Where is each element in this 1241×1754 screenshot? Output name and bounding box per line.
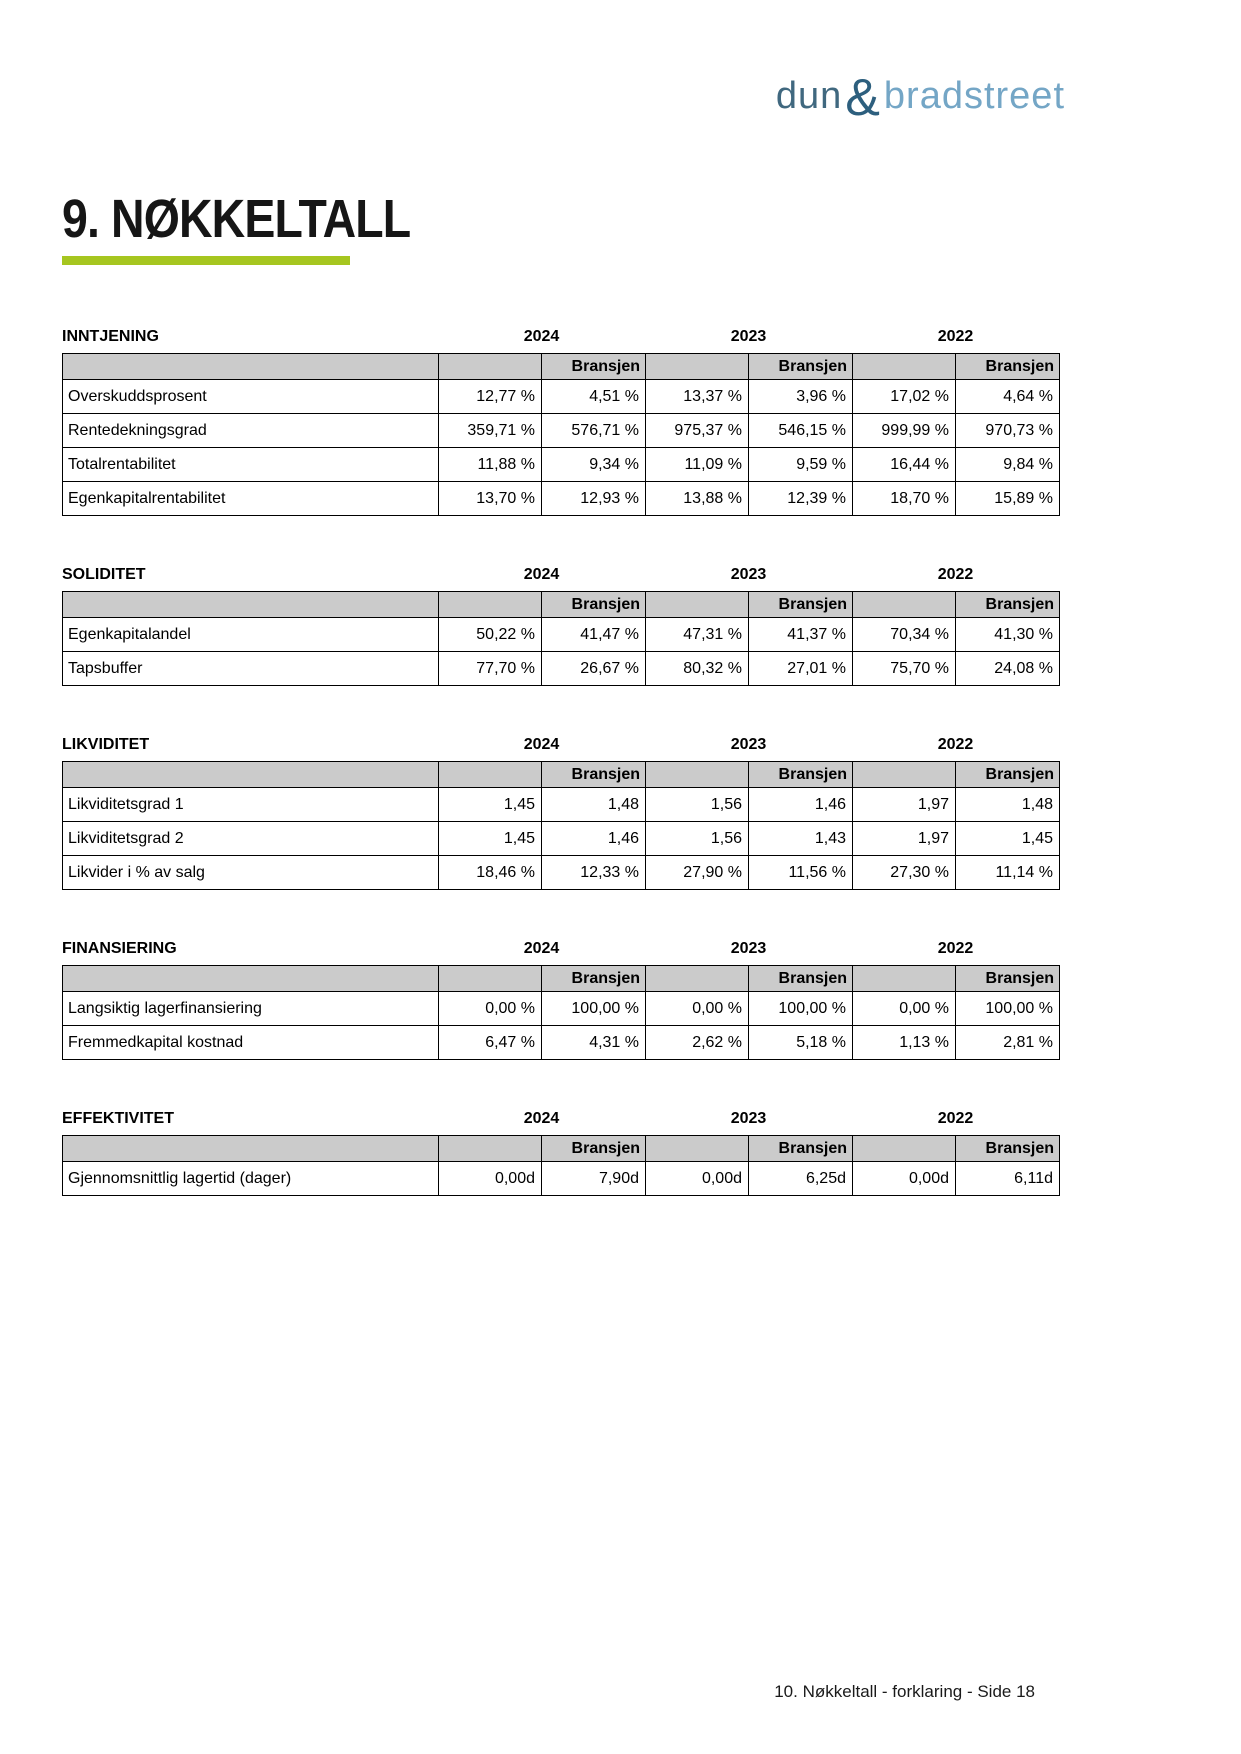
empty-header-cell	[439, 592, 542, 618]
row-label: Gjennomsnittlig lagertid (dager)	[63, 1162, 439, 1196]
year-header: 2023	[730, 566, 767, 583]
value-cell: 12,33 %	[542, 856, 646, 890]
value-cell: 3,96 %	[749, 380, 853, 414]
value-cell: 12,39 %	[749, 482, 853, 516]
section-header	[62, 1108, 1059, 1128]
value-cell: 1,46	[542, 822, 646, 856]
bransjen-header-cell: Bransjen	[542, 966, 646, 992]
empty-header-cell	[853, 1136, 956, 1162]
empty-header-cell	[439, 762, 542, 788]
value-cell: 11,56 %	[749, 856, 853, 890]
section-header	[62, 734, 1059, 754]
value-cell: 27,30 %	[853, 856, 956, 890]
value-cell: 2,81 %	[956, 1026, 1060, 1060]
empty-header-cell	[853, 592, 956, 618]
section-effektivitet	[62, 1108, 1059, 1196]
empty-header-cell	[853, 354, 956, 380]
value-cell: 15,89 %	[956, 482, 1060, 516]
bransjen-header-cell: Bransjen	[542, 762, 646, 788]
value-cell: 9,84 %	[956, 448, 1060, 482]
value-cell: 0,00 %	[439, 992, 542, 1026]
logo-text-bradstreet: bradstreet	[883, 75, 1065, 117]
ampersand-icon: &	[845, 69, 881, 127]
bransjen-header-cell: Bransjen	[749, 966, 853, 992]
year-header: 2023	[730, 1110, 767, 1127]
value-cell: 0,00 %	[646, 992, 749, 1026]
table-row	[63, 380, 1060, 414]
sections	[62, 326, 1059, 1244]
value-cell: 4,31 %	[542, 1026, 646, 1060]
year-header: 2023	[730, 940, 767, 957]
value-cell: 1,45	[439, 822, 542, 856]
year-header: 2024	[523, 736, 560, 753]
value-cell: 70,34 %	[853, 618, 956, 652]
section-title: LIKVIDITET	[62, 736, 150, 753]
empty-header-cell	[646, 592, 749, 618]
empty-header-cell	[646, 1136, 749, 1162]
value-cell: 27,90 %	[646, 856, 749, 890]
value-cell: 41,30 %	[956, 618, 1060, 652]
value-cell: 1,56	[646, 822, 749, 856]
empty-header-cell	[63, 966, 439, 992]
table-row	[63, 448, 1060, 482]
year-header: 2022	[937, 940, 974, 957]
year-header: 2022	[937, 1110, 974, 1127]
row-label: Tapsbuffer	[63, 652, 439, 686]
value-cell: 26,67 %	[542, 652, 646, 686]
value-cell: 0,00d	[646, 1162, 749, 1196]
row-label: Langsiktig lagerfinansiering	[63, 992, 439, 1026]
value-cell: 1,97	[853, 822, 956, 856]
year-header: 2022	[937, 736, 974, 753]
value-cell: 1,46	[749, 788, 853, 822]
value-cell: 0,00d	[439, 1162, 542, 1196]
kpi-table	[62, 965, 1060, 1060]
bransjen-header-cell: Bransjen	[956, 592, 1060, 618]
bransjen-header-cell: Bransjen	[956, 354, 1060, 380]
value-cell: 13,37 %	[646, 380, 749, 414]
empty-header-cell	[439, 354, 542, 380]
value-cell: 546,15 %	[749, 414, 853, 448]
bransjen-header-cell: Bransjen	[749, 762, 853, 788]
year-header: 2024	[523, 940, 560, 957]
year-header: 2023	[730, 328, 767, 345]
value-cell: 975,37 %	[646, 414, 749, 448]
value-cell: 0,00 %	[853, 992, 956, 1026]
section-title: FINANSIERING	[62, 940, 177, 957]
year-header: 2024	[523, 566, 560, 583]
value-cell: 17,02 %	[853, 380, 956, 414]
section-title: INNTJENING	[62, 328, 159, 345]
section-header	[62, 326, 1059, 346]
value-cell: 18,46 %	[439, 856, 542, 890]
value-cell: 6,11d	[956, 1162, 1060, 1196]
empty-header-cell	[63, 354, 439, 380]
empty-header-cell	[63, 1136, 439, 1162]
row-label: Likviditetsgrad 1	[63, 788, 439, 822]
value-cell: 18,70 %	[853, 482, 956, 516]
value-cell: 9,34 %	[542, 448, 646, 482]
value-cell: 16,44 %	[853, 448, 956, 482]
empty-header-cell	[439, 966, 542, 992]
value-cell: 100,00 %	[542, 992, 646, 1026]
value-cell: 41,47 %	[542, 618, 646, 652]
value-cell: 1,45	[439, 788, 542, 822]
row-label: Fremmedkapital kostnad	[63, 1026, 439, 1060]
row-label: Egenkapitalandel	[63, 618, 439, 652]
value-cell: 47,31 %	[646, 618, 749, 652]
value-cell: 6,47 %	[439, 1026, 542, 1060]
empty-header-cell	[853, 762, 956, 788]
value-cell: 6,25d	[749, 1162, 853, 1196]
page-title: 9. NØKKELTALL	[62, 189, 411, 249]
bransjen-header-cell: Bransjen	[749, 354, 853, 380]
row-label: Rentedekningsgrad	[63, 414, 439, 448]
row-label: Egenkapitalrentabilitet	[63, 482, 439, 516]
value-cell: 7,90d	[542, 1162, 646, 1196]
table-row	[63, 414, 1060, 448]
year-header: 2022	[937, 328, 974, 345]
bransjen-header-cell: Bransjen	[956, 966, 1060, 992]
section-header	[62, 564, 1059, 584]
kpi-table	[62, 353, 1060, 516]
table-row	[63, 856, 1060, 890]
section-title: EFFEKTIVITET	[62, 1110, 174, 1127]
value-cell: 100,00 %	[956, 992, 1060, 1026]
value-cell: 5,18 %	[749, 1026, 853, 1060]
table-row	[63, 788, 1060, 822]
value-cell: 11,14 %	[956, 856, 1060, 890]
row-label: Likviditetsgrad 2	[63, 822, 439, 856]
value-cell: 999,99 %	[853, 414, 956, 448]
value-cell: 13,70 %	[439, 482, 542, 516]
value-cell: 11,88 %	[439, 448, 542, 482]
section-header	[62, 938, 1059, 958]
bransjen-header-cell: Bransjen	[956, 762, 1060, 788]
year-header: 2022	[937, 566, 974, 583]
empty-header-cell	[63, 762, 439, 788]
value-cell: 100,00 %	[749, 992, 853, 1026]
kpi-table	[62, 1135, 1060, 1196]
section-soliditet	[62, 564, 1059, 686]
logo-text-dun: dun	[775, 75, 843, 117]
year-header: 2024	[523, 1110, 560, 1127]
value-cell: 1,43	[749, 822, 853, 856]
kpi-table	[62, 761, 1060, 890]
value-cell: 1,48	[956, 788, 1060, 822]
kpi-table	[62, 591, 1060, 686]
value-cell: 4,51 %	[542, 380, 646, 414]
value-cell: 9,59 %	[749, 448, 853, 482]
year-header: 2023	[730, 736, 767, 753]
value-cell: 13,88 %	[646, 482, 749, 516]
table-row	[63, 822, 1060, 856]
value-cell: 12,93 %	[542, 482, 646, 516]
empty-header-cell	[646, 354, 749, 380]
section-likviditet	[62, 734, 1059, 890]
table-subheader-row	[63, 762, 1060, 788]
bransjen-header-cell: Bransjen	[542, 354, 646, 380]
bransjen-header-cell: Bransjen	[749, 592, 853, 618]
bransjen-header-cell: Bransjen	[749, 1136, 853, 1162]
value-cell: 24,08 %	[956, 652, 1060, 686]
empty-header-cell	[63, 592, 439, 618]
value-cell: 1,97	[853, 788, 956, 822]
page-footer: 10. Nøkkeltall - forklaring - Side 18	[774, 1682, 1035, 1701]
value-cell: 1,45	[956, 822, 1060, 856]
value-cell: 75,70 %	[853, 652, 956, 686]
value-cell: 4,64 %	[956, 380, 1060, 414]
empty-header-cell	[853, 966, 956, 992]
value-cell: 80,32 %	[646, 652, 749, 686]
row-label: Overskuddsprosent	[63, 380, 439, 414]
bransjen-header-cell: Bransjen	[956, 1136, 1060, 1162]
bransjen-header-cell: Bransjen	[542, 592, 646, 618]
title-accent-bar	[62, 256, 350, 265]
value-cell: 1,48	[542, 788, 646, 822]
value-cell: 1,56	[646, 788, 749, 822]
section-inntjening	[62, 326, 1059, 516]
value-cell: 2,62 %	[646, 1026, 749, 1060]
bransjen-header-cell: Bransjen	[542, 1136, 646, 1162]
section-title: SOLIDITET	[62, 566, 146, 583]
empty-header-cell	[439, 1136, 542, 1162]
table-subheader-row	[63, 592, 1060, 618]
value-cell: 27,01 %	[749, 652, 853, 686]
row-label: Totalrentabilitet	[63, 448, 439, 482]
year-header: 2024	[523, 328, 560, 345]
value-cell: 77,70 %	[439, 652, 542, 686]
table-subheader-row	[63, 966, 1060, 992]
table-row	[63, 482, 1060, 516]
empty-header-cell	[646, 966, 749, 992]
value-cell: 50,22 %	[439, 618, 542, 652]
table-row	[63, 652, 1060, 686]
value-cell: 576,71 %	[542, 414, 646, 448]
dun-bradstreet-logo	[775, 69, 1065, 127]
table-row	[63, 992, 1060, 1026]
table-row	[63, 1162, 1060, 1196]
section-finansiering	[62, 938, 1059, 1060]
row-label: Likvider i % av salg	[63, 856, 439, 890]
value-cell: 1,13 %	[853, 1026, 956, 1060]
value-cell: 12,77 %	[439, 380, 542, 414]
table-subheader-row	[63, 354, 1060, 380]
table-subheader-row	[63, 1136, 1060, 1162]
table-row	[63, 618, 1060, 652]
value-cell: 0,00d	[853, 1162, 956, 1196]
value-cell: 359,71 %	[439, 414, 542, 448]
value-cell: 11,09 %	[646, 448, 749, 482]
table-row	[63, 1026, 1060, 1060]
empty-header-cell	[646, 762, 749, 788]
value-cell: 41,37 %	[749, 618, 853, 652]
value-cell: 970,73 %	[956, 414, 1060, 448]
